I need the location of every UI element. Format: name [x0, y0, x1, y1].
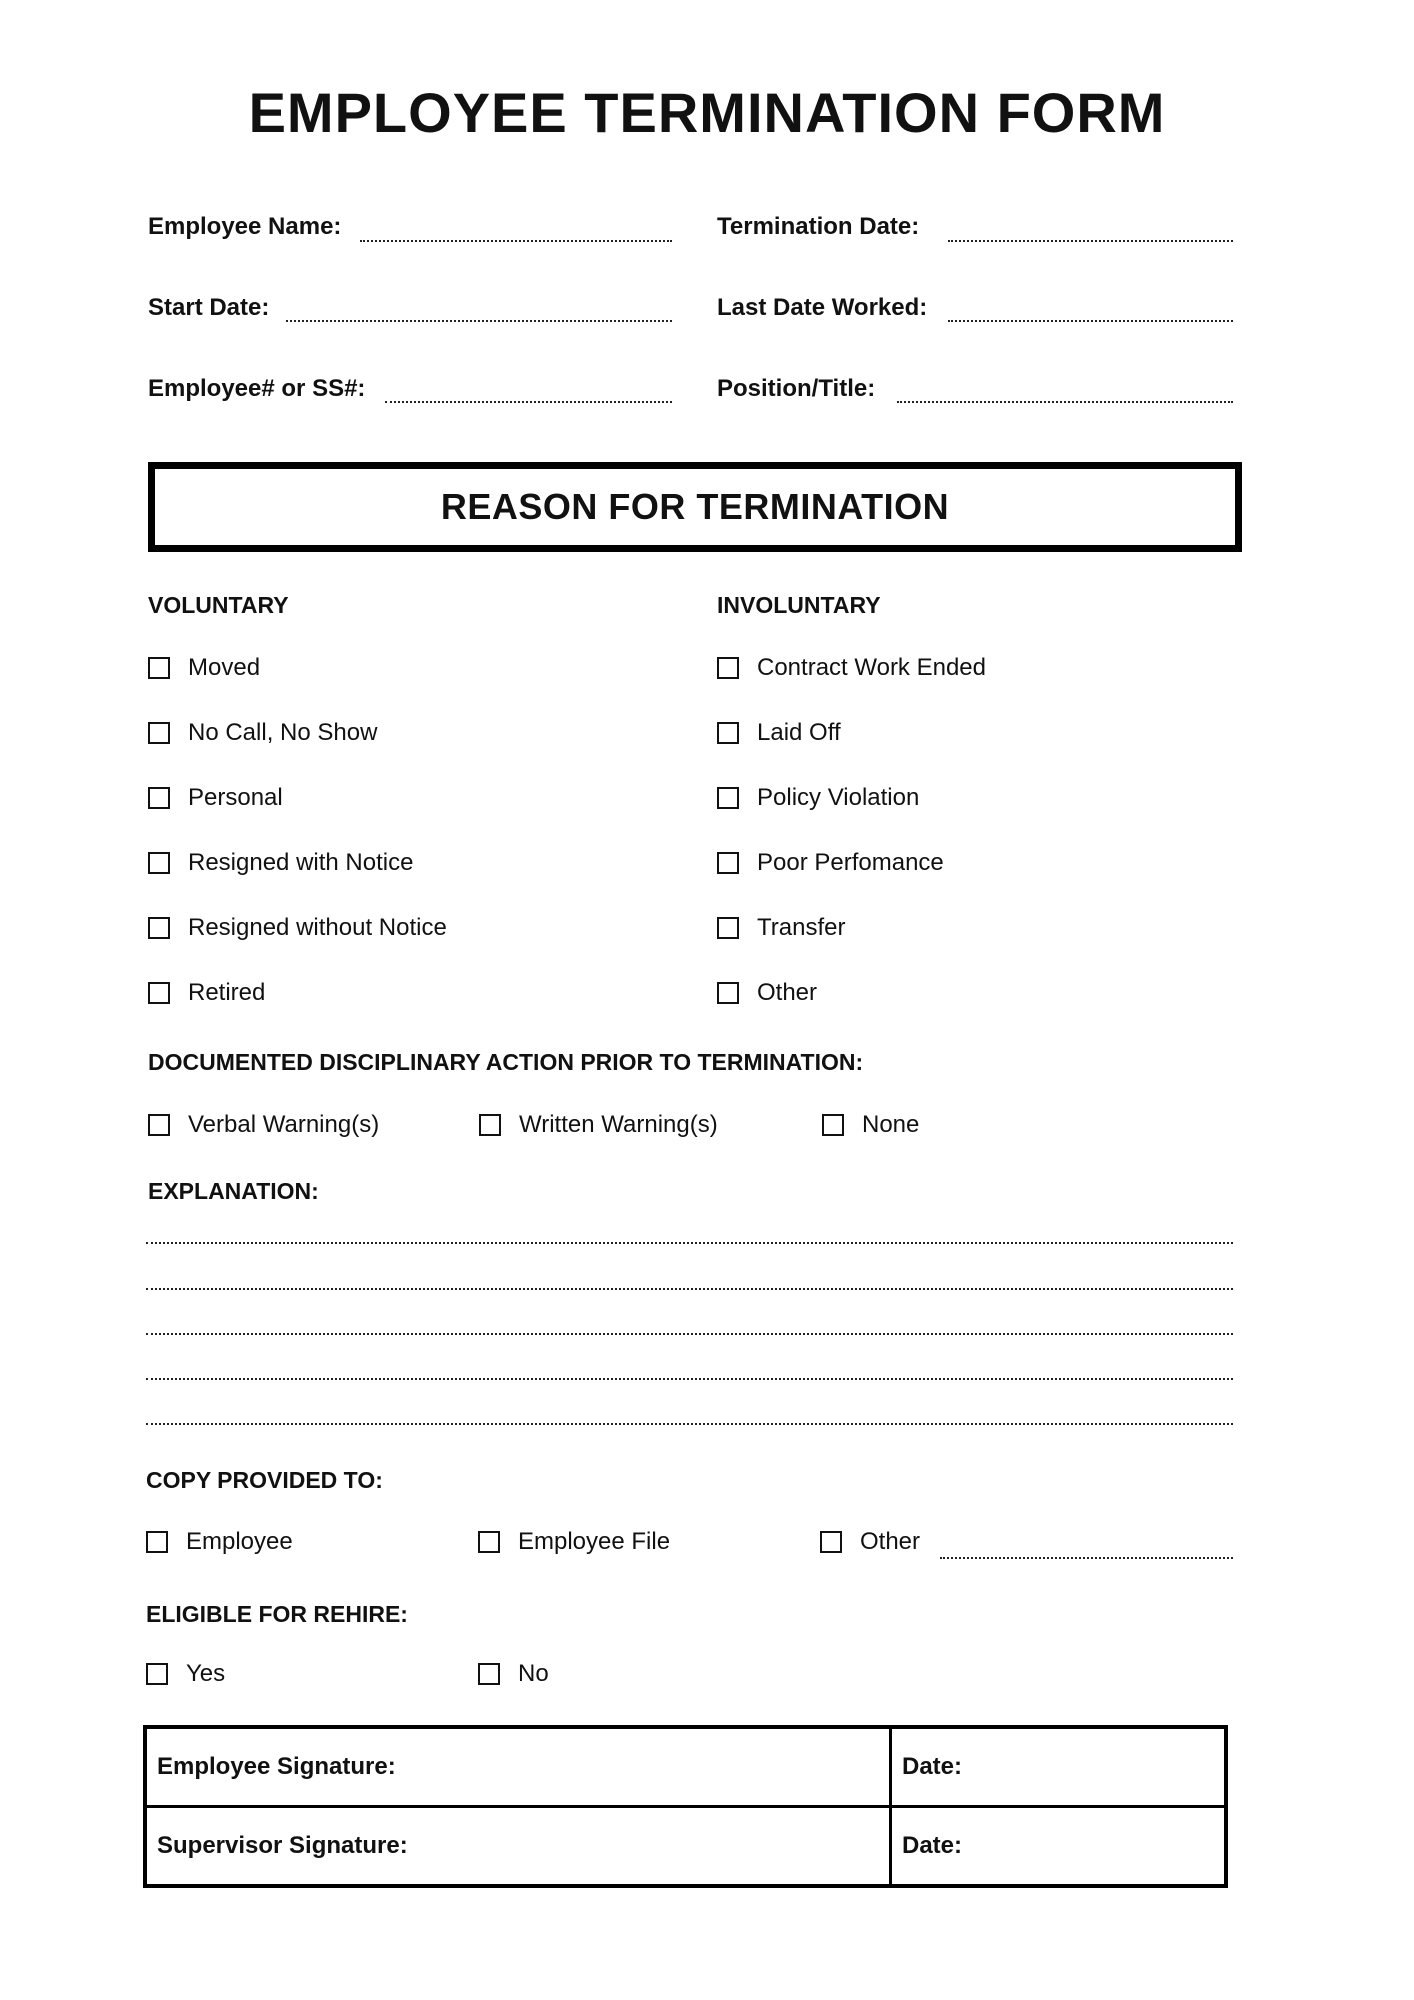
option-poor-performance[interactable]	[717, 849, 944, 877]
option-resigned-without-notice[interactable]	[148, 914, 447, 942]
employee-signature-cell[interactable]: Employee Signature:	[145, 1727, 891, 1807]
signature-table	[143, 1725, 1228, 1888]
option-label: Laid Off	[757, 719, 841, 746]
start-date-field[interactable]	[286, 320, 672, 322]
copy-provided-heading: COPY PROVIDED TO:	[146, 1467, 383, 1493]
option-label: Resigned without Notice	[188, 914, 447, 941]
checkbox[interactable]	[717, 917, 739, 939]
explanation-line[interactable]	[146, 1423, 1233, 1425]
employee-signature-row	[145, 1727, 1226, 1807]
option-other-involuntary[interactable]	[717, 979, 817, 1007]
option-label: No Call, No Show	[188, 719, 378, 746]
explanation-line[interactable]	[146, 1333, 1233, 1335]
checkbox[interactable]	[478, 1663, 500, 1685]
checkbox[interactable]	[148, 917, 170, 939]
checkbox[interactable]	[148, 852, 170, 874]
involuntary-heading: INVOLUNTARY	[717, 592, 881, 618]
checkbox[interactable]	[478, 1531, 500, 1553]
option-label: Yes	[186, 1660, 226, 1687]
option-label: Contract Work Ended	[757, 654, 986, 681]
checkbox[interactable]	[717, 852, 739, 874]
option-label: Other	[757, 979, 818, 1006]
option-rehire-yes[interactable]	[146, 1660, 225, 1688]
reason-for-termination-header	[148, 462, 1242, 552]
option-rehire-no[interactable]	[478, 1660, 549, 1688]
checkbox[interactable]	[479, 1114, 501, 1136]
start-date-label: Start Date:	[148, 294, 270, 321]
checkbox[interactable]	[146, 1663, 168, 1685]
explanation-line[interactable]	[146, 1288, 1233, 1290]
option-label: None	[862, 1111, 920, 1138]
last-date-worked-field[interactable]	[948, 320, 1233, 322]
option-label: Verbal Warning(s)	[188, 1111, 380, 1138]
option-retired[interactable]	[148, 979, 265, 1007]
option-label: Retired	[188, 979, 266, 1006]
option-verbal-warnings[interactable]	[148, 1111, 379, 1139]
option-label: Moved	[188, 654, 261, 681]
option-label: Policy Violation	[757, 784, 920, 811]
option-contract-work-ended[interactable]	[717, 654, 986, 682]
rehire-heading: ELIGIBLE FOR REHIRE:	[146, 1601, 408, 1627]
supervisor-signature-cell[interactable]: Supervisor Signature:	[145, 1807, 891, 1887]
checkbox[interactable]	[148, 1114, 170, 1136]
option-label: Personal	[188, 784, 283, 811]
checkbox[interactable]	[717, 722, 739, 744]
option-label: Transfer	[757, 914, 846, 941]
checkbox[interactable]	[717, 982, 739, 1004]
option-label: Written Warning(s)	[519, 1111, 718, 1138]
termination-date-label: Termination Date:	[717, 213, 920, 240]
supervisor-signature-row	[145, 1807, 1226, 1887]
checkbox[interactable]	[822, 1114, 844, 1136]
checkbox[interactable]	[146, 1531, 168, 1553]
last-date-worked-label: Last Date Worked:	[717, 294, 928, 321]
option-written-warnings[interactable]	[479, 1111, 718, 1139]
checkbox[interactable]	[717, 657, 739, 679]
checkbox[interactable]	[717, 787, 739, 809]
supervisor-date-cell[interactable]: Date:	[891, 1807, 1227, 1887]
option-copy-employee[interactable]	[146, 1528, 293, 1556]
copy-other-field[interactable]	[940, 1557, 1233, 1559]
option-laid-off[interactable]	[717, 719, 841, 747]
option-policy-violation[interactable]	[717, 784, 919, 812]
option-label: Employee File	[518, 1528, 671, 1555]
employee-number-field[interactable]	[385, 401, 672, 403]
option-label: Other	[860, 1528, 921, 1555]
option-copy-employee-file[interactable]	[478, 1528, 670, 1556]
position-title-label: Position/Title:	[717, 375, 876, 402]
explanation-line[interactable]	[146, 1242, 1233, 1244]
checkbox[interactable]	[148, 787, 170, 809]
position-title-field[interactable]	[897, 401, 1233, 403]
employee-number-label: Employee# or SS#:	[148, 375, 366, 402]
option-label: Poor Perfomance	[757, 849, 944, 876]
option-label: Employee	[186, 1528, 293, 1555]
termination-date-field[interactable]	[948, 240, 1233, 242]
checkbox[interactable]	[148, 657, 170, 679]
explanation-line[interactable]	[146, 1378, 1233, 1380]
option-no-call-no-show[interactable]	[148, 719, 377, 747]
explanation-heading: EXPLANATION:	[148, 1178, 319, 1204]
option-label: Resigned with Notice	[188, 849, 414, 876]
employee-date-cell[interactable]: Date:	[891, 1727, 1227, 1807]
voluntary-heading: VOLUNTARY	[148, 592, 289, 618]
checkbox[interactable]	[148, 982, 170, 1004]
option-label: No	[518, 1660, 549, 1687]
checkbox[interactable]	[820, 1531, 842, 1553]
option-moved[interactable]	[148, 654, 260, 682]
employee-name-field[interactable]	[360, 240, 672, 242]
employee-name-label: Employee Name:	[148, 213, 342, 240]
option-none[interactable]	[822, 1111, 919, 1139]
option-personal[interactable]	[148, 784, 283, 812]
form-title: EMPLOYEE TERMINATION FORM	[248, 81, 1166, 144]
reason-header-text: REASON FOR TERMINATION	[440, 486, 950, 527]
option-copy-other[interactable]	[820, 1528, 920, 1556]
option-transfer[interactable]	[717, 914, 845, 942]
option-resigned-with-notice[interactable]	[148, 849, 413, 877]
disciplinary-heading: DOCUMENTED DISCIPLINARY ACTION PRIOR TO TERMINATION:	[148, 1049, 864, 1075]
checkbox[interactable]	[148, 722, 170, 744]
